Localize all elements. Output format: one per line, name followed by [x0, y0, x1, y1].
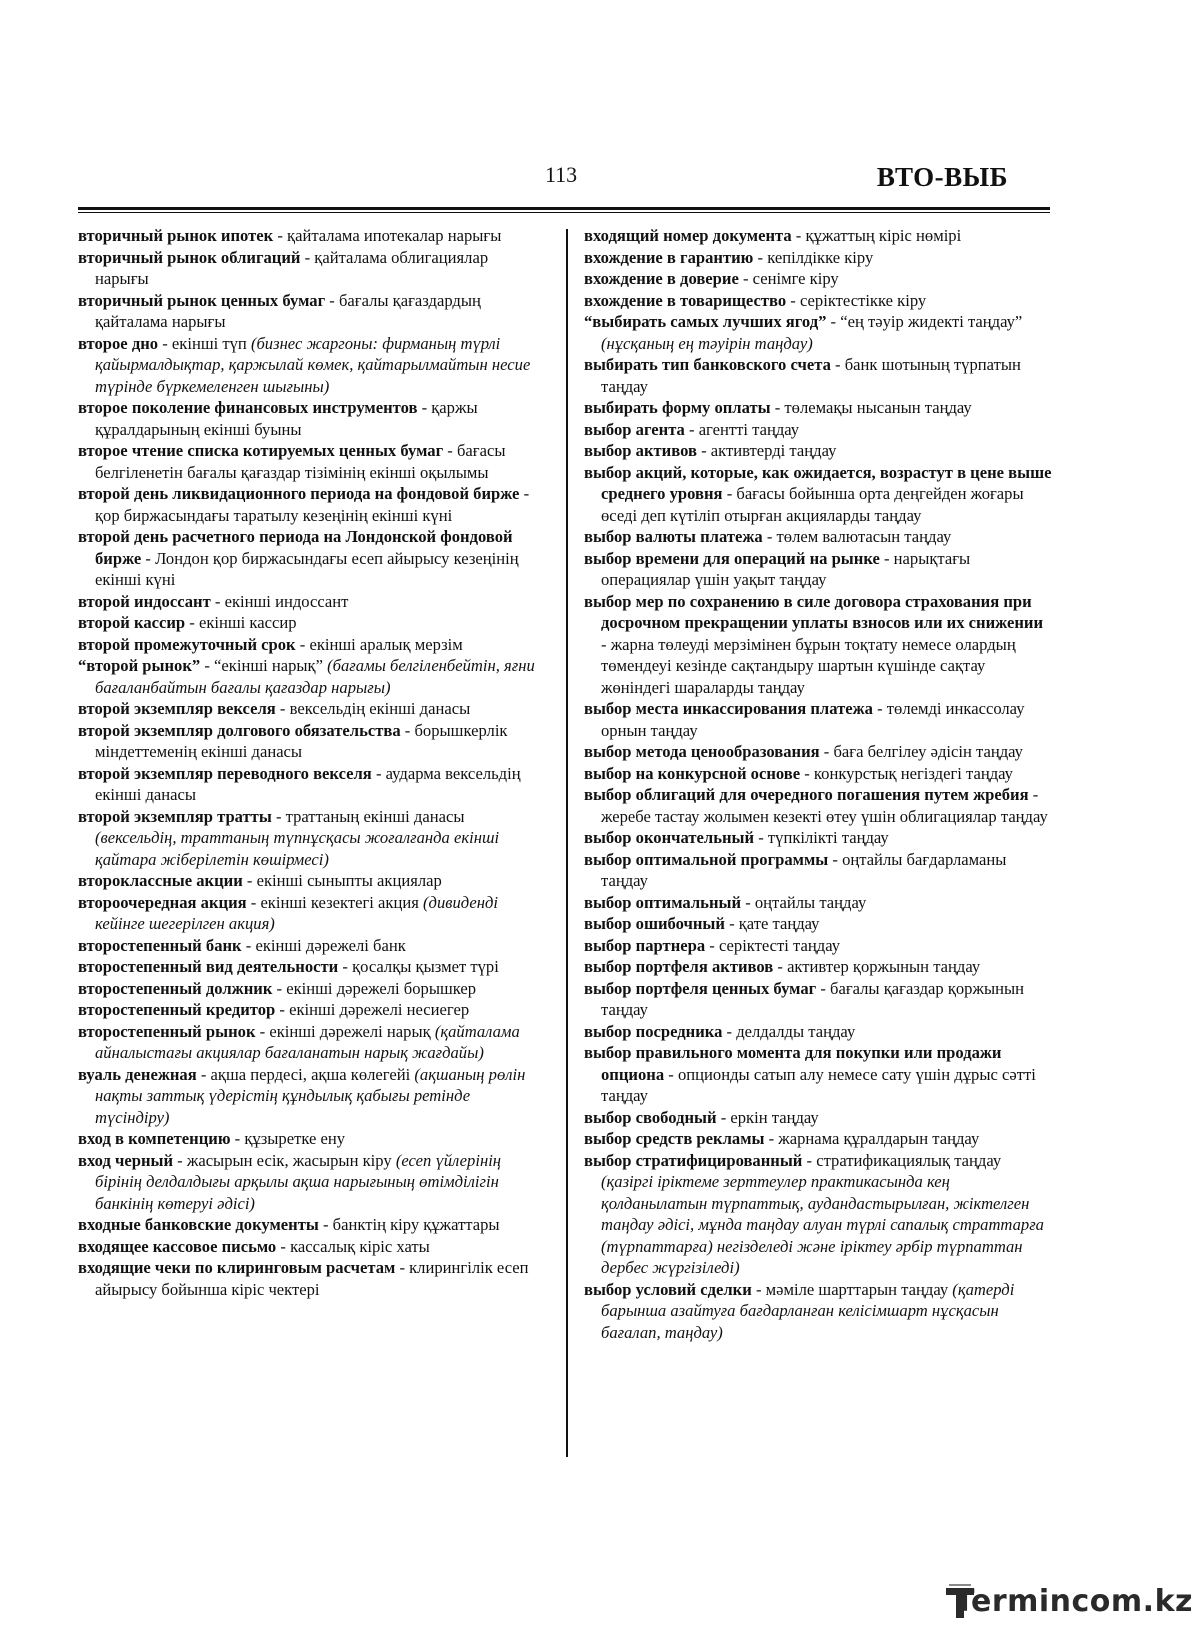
entry-definition: қор биржасындағы таратылу кезеңінің екінші күні [95, 505, 453, 525]
entry-definition: бағалы қағаздар қоржынын таңдау [601, 978, 1025, 1019]
entry-separator: - [273, 226, 288, 245]
entry-definition: екінші кезектегі акция [260, 892, 424, 912]
entry-term: выбор партнера [584, 935, 706, 955]
entry-separator: - [786, 290, 800, 310]
entry-separator: - [241, 935, 256, 955]
dictionary-entry [584, 311, 1052, 354]
entry-separator: - [338, 957, 353, 976]
header-rule [78, 207, 1050, 210]
entry-term: второй день ликвидационного периода на фондовой бирже [78, 484, 520, 503]
entry-separator: - [722, 1021, 737, 1041]
entry-definition: оңтайлы таңдау [754, 892, 867, 912]
entry-term: входящие чеки по клиринговым расчетам [78, 1258, 396, 1277]
entry-separator: - [185, 613, 199, 632]
entry-separator: - [200, 656, 215, 675]
entry-separator: - [601, 634, 611, 654]
entry-definition: “екінші нарық” [214, 656, 328, 675]
entry-term: второстепенный рынок [78, 1021, 256, 1041]
entry-separator: - [371, 763, 386, 783]
entry-separator: - [275, 699, 290, 718]
entry-definition: қате таңдау [738, 914, 820, 933]
entry-definition: жасырын есік, жасырын кіру [186, 1150, 396, 1170]
entry-term: второй кассир [78, 613, 186, 632]
entry-separator: - [173, 1150, 187, 1170]
entry-separator: - [816, 978, 831, 998]
entry-separator: - [246, 892, 261, 912]
entry-separator: - [762, 527, 777, 546]
entry-definition: банк шотының түрпатын таңдау [601, 355, 1021, 396]
entry-separator: - [276, 1236, 291, 1256]
watermark-logo [946, 1582, 1193, 1626]
entry-term: выбор портфеля активов [584, 957, 774, 976]
entry-term: второочередная акция [78, 892, 247, 912]
dictionary-entry [78, 956, 538, 978]
dictionary-entry [584, 268, 1052, 290]
entry-term: выбор портфеля ценных бумаг [584, 978, 817, 998]
entry-term: выбор оптимальный [584, 892, 742, 912]
dictionary-entry [78, 1150, 538, 1215]
entry-separator: - [443, 441, 457, 460]
entry-definition: банктің кіру құжаттары [332, 1215, 500, 1234]
entry-definition: төлемді инкассолау орнын таңдау [601, 699, 1025, 740]
entry-note: (ақшаның рөлін нақты заттық үдерістің құндылық қабығы ретінде түсіндіру) [95, 1064, 526, 1127]
entry-separator: - [318, 1215, 333, 1234]
entry-term: второстепенный вид деятельности [78, 957, 339, 976]
entry-definition: екінші дәрежелі борышкер [286, 978, 477, 998]
dictionary-entry [78, 612, 538, 634]
entry-definition: құжаттың кіріс нөмірі [805, 226, 962, 245]
entry-term: вхождение в товарищество [584, 290, 787, 310]
entry-term: выбор свободный [584, 1107, 717, 1127]
dictionary-entry [584, 591, 1052, 699]
entry-definition: қосалқы қызмет түрі [352, 957, 499, 976]
entry-separator: - [417, 398, 432, 417]
entry-term: второй экземпляр переводного векселя [78, 763, 372, 783]
entry-term: выбор мер по сохранению в силе договора страхования при досрочном прекращении уплаты взносов или их снижении [584, 591, 1044, 632]
entry-definition: екінші түп [171, 333, 251, 353]
left-column [78, 225, 538, 1300]
dictionary-entry [78, 870, 538, 892]
entry-term: выбор стратифицированный [584, 1150, 803, 1170]
dictionary-entry [584, 763, 1052, 785]
entry-definition: екінші дәрежелі банк [255, 935, 406, 955]
entry-term: второе поколение финансовых инструментов [78, 398, 418, 417]
entry-term: выбор места инкассирования платежа [584, 699, 873, 718]
entry-term: второстепенный должник [78, 978, 273, 998]
entry-term: второстепенный кредитор [78, 1000, 276, 1019]
watermark-text: Termincom.kz [954, 1584, 1193, 1619]
entry-separator: - [879, 548, 894, 568]
entry-term: выбор средств рекламы [584, 1129, 765, 1148]
dictionary-entry [78, 333, 538, 398]
dictionary-entry [584, 892, 1052, 914]
entry-separator: - [716, 1107, 731, 1127]
entry-definition: агентті таңдау [698, 419, 800, 439]
entry-definition: жарна төлеуді мерзімінен бұрын тоқтату немесе олардың төмендеуі кезінде сақтандыру шартын күшінде сақтау жөніндегі шараларды таңдау [601, 634, 1016, 697]
entry-term: входные банковские документы [78, 1215, 319, 1234]
entry-term: вторичный рынок ценных бумаг [78, 290, 326, 310]
entry-separator: - [830, 355, 845, 374]
entry-term: “выбирать самых лучших ягод” [584, 312, 827, 331]
entry-term: второстепенный банк [78, 935, 242, 955]
dictionary-entry [584, 548, 1052, 591]
entry-definition: екінші дәрежелі нарық [269, 1021, 435, 1041]
entry-separator: - [738, 269, 753, 288]
entry-note: (қазіргі іріктеме зерттеулер практикасында кең қолданылатын түрпаттық, аудандастырылған, жіктелген таңдау әдісі, мұнда таңдау алуан түрлі сапалық страттарға (түрпаттарға) негізделеді және іріктеу әрбір түрпаттан дербес жүргізіледі) [601, 1172, 1044, 1277]
column-divider [566, 229, 568, 1457]
dictionary-entry [78, 655, 538, 698]
entry-term: выбор облигаций для очередного погашения путем жребия [584, 785, 1029, 804]
dictionary-entry [584, 1128, 1052, 1150]
entry-term: выбор на конкурсной основе [584, 763, 801, 783]
entry-separator: - [800, 763, 814, 783]
entry-separator: - [300, 247, 315, 267]
entry-definition: төлем валютасын таңдау [776, 527, 952, 546]
entry-definition: екінші аралық мерзім [309, 634, 463, 654]
entry-definition: борышкерлік міндеттеменің екінші данасы [95, 720, 508, 761]
entry-separator: - [753, 247, 768, 267]
running-head: ВТО-ВЫБ [876, 162, 1008, 192]
entry-definition: бағалы қағаздардың қайталама нарығы [95, 290, 481, 331]
entry-separator: - [255, 1021, 270, 1041]
entry-definition: аударма вексельдің екінші данасы [95, 763, 521, 804]
dictionary-entry [78, 720, 538, 763]
entry-definition: бағасы бойынша орта деңгейден жоғары өседі деп күтіліп отырған акцияларды таңдау [601, 484, 1024, 525]
entry-term: второй индоссант [78, 591, 211, 611]
entry-definition: активтерді таңдау [710, 441, 837, 460]
entry-term: выбор времени для операций на рынке [584, 548, 880, 568]
entry-term: выбирать форму оплаты [584, 398, 771, 417]
dictionary-entry [78, 978, 538, 1000]
entry-term: “второй рынок” [78, 656, 201, 675]
page-number: 113 [545, 162, 578, 187]
dictionary-entry [584, 784, 1052, 827]
dictionary-entry [584, 741, 1052, 763]
entry-term: вторичный рынок ипотек [78, 226, 274, 245]
entry-term: второклассные акции [78, 871, 243, 890]
dictionary-entry [78, 806, 538, 871]
entry-definition: қаржы құралдарының екінші буыны [95, 398, 478, 439]
entry-definition: түпкілікті таңдау [767, 828, 889, 847]
entry-term: выбор окончательный [584, 828, 755, 847]
entry-term: вход черный [78, 1150, 174, 1170]
dictionary-entry [584, 247, 1052, 269]
dictionary-entry [78, 290, 538, 333]
entry-separator: - [242, 871, 257, 890]
entry-definition: қайталама ипотекалар нарығы [287, 226, 502, 245]
dictionary-entry [78, 1021, 538, 1064]
dictionary-entry [78, 892, 538, 935]
entry-definition: бағасы белгіленетін бағалы қағаздар тізімінің екінші оқылымы [95, 441, 506, 482]
entry-separator: - [141, 548, 156, 568]
entry-note: (дивиденді кейінге шегерілген акция) [95, 892, 498, 933]
dictionary-entry [78, 1064, 538, 1129]
dictionary-entry [78, 763, 538, 806]
entry-definition: клирингілік есеп айырысу бойынша кіріс чектері [95, 1258, 529, 1299]
entry-separator: - [828, 849, 843, 869]
dictionary-entry [78, 225, 538, 247]
entry-definition: вексельдің екінші данасы [289, 699, 471, 718]
entry-separator: - [773, 957, 788, 976]
entry-note: (бизнес жаргоны: фирманың түрлі қайырмалдықтар, қаржылай көмек, қайтарылмайтын несие түрінде бүркемеленген шығыны) [95, 333, 531, 396]
entry-definition: екінші дәрежелі несиегер [289, 1000, 470, 1019]
dictionary-entry [584, 956, 1052, 978]
entry-separator: - [791, 226, 806, 245]
entry-separator: - [724, 914, 739, 933]
entry-separator: - [325, 290, 339, 310]
entry-definition: оңтайлы бағдарламаны таңдау [601, 849, 1007, 890]
dictionary-entry [584, 419, 1052, 441]
entry-definition: жарнама құралдарын таңдау [778, 1129, 980, 1148]
dictionary-entry [584, 290, 1052, 312]
entry-note: (қатерді барынша азайтуға бағдарланған келісімшарт нұсқасын бағалап, таңдау) [601, 1279, 1015, 1342]
dictionary-entry [584, 440, 1052, 462]
dictionary-entry [584, 526, 1052, 548]
entry-separator: - [705, 935, 719, 955]
entry-note: (бағамы белгіленбейтін, яғни бағаланбайтын бағалы қағаздар нарығы) [95, 656, 535, 697]
dictionary-entry [584, 225, 1052, 247]
entry-term: выбор посредника [584, 1021, 723, 1041]
entry-term: входящее кассовое письмо [78, 1236, 277, 1256]
entry-separator: - [1028, 785, 1039, 804]
entry-separator: - [770, 398, 785, 417]
entry-definition: кепілдікке кіру [767, 247, 874, 267]
entry-separator: - [275, 1000, 290, 1019]
entry-separator: - [295, 634, 310, 654]
entry-separator: - [741, 892, 755, 912]
entry-term: вхождение в гарантию [584, 247, 754, 267]
entry-term: второй промежуточный срок [78, 634, 296, 654]
entry-separator: - [196, 1064, 211, 1084]
entry-definition: сенімге кіру [752, 269, 839, 288]
entry-separator: - [819, 742, 834, 761]
entry-term: вход в компетенцию [78, 1129, 231, 1148]
dictionary-entry [78, 999, 538, 1021]
dictionary-entry [78, 483, 538, 526]
dictionary-entry [584, 978, 1052, 1021]
entry-term: выбор условий сделки [584, 1279, 752, 1299]
entry-separator: - [696, 441, 711, 460]
entry-note: (вексельдің, траттаның түпнұсқасы жоғалғанда екінші қайтара жіберілетін көшірмесі) [95, 828, 500, 869]
entry-definition: кассалық кіріс хаты [290, 1236, 430, 1256]
entry-term: выбор активов [584, 441, 697, 460]
right-column [584, 225, 1052, 1343]
entry-term: второй экземпляр тратты [78, 806, 272, 826]
entry-note: (есеп үйлерінің бірінің делдалдығы арқылы ақша нарығының өтімділігін банкінің көтеруі әдісі) [95, 1150, 502, 1213]
entry-term: выбор ошибочный [584, 914, 725, 933]
entry-definition: мәміле шарттарын таңдау [765, 1279, 953, 1299]
dictionary-entry [78, 1214, 538, 1236]
entry-separator: - [751, 1279, 766, 1299]
entry-definition: ақша пердесі, ақша көлегейі [210, 1064, 415, 1084]
entry-term: выбирать тип банковского счета [584, 355, 831, 374]
entry-separator: - [754, 828, 768, 847]
dictionary-entry [78, 397, 538, 440]
entry-term: выбор акций, которые, как ожидается, возрастут в цене выше среднего уровня [584, 462, 1052, 503]
entry-separator: - [664, 1064, 678, 1084]
dictionary-entry [78, 247, 538, 290]
dictionary-entry [584, 1150, 1052, 1279]
dictionary-entry [584, 354, 1052, 397]
entry-separator: - [802, 1150, 817, 1170]
entry-term: второй день расчетного периода на Лондонской фондовой бирже [78, 527, 513, 568]
dictionary-entry [584, 849, 1052, 892]
entry-term: вуаль денежная [78, 1064, 197, 1084]
dictionary-entry [584, 462, 1052, 527]
dictionary-entry [584, 1021, 1052, 1043]
dictionary-entry [78, 526, 538, 591]
entry-term: второе дно [78, 333, 159, 353]
entry-separator: - [230, 1129, 245, 1148]
entry-separator: - [519, 484, 530, 503]
entry-definition: құзыретке ену [244, 1129, 346, 1148]
entry-definition: еркін таңдау [730, 1107, 819, 1127]
entry-term: входящий номер документа [584, 226, 792, 245]
entry-definition: делдалды таңдау [736, 1021, 856, 1041]
entry-term: вторичный рынок облигаций [78, 247, 301, 267]
entry-definition: траттаның екінші данасы [285, 806, 465, 826]
entry-definition: опционды сатып алу немесе сату үшін дұрыс сәтті таңдау [601, 1064, 1036, 1105]
entry-term: выбор агента [584, 419, 685, 439]
entry-definition: стратификациялық таңдау [816, 1150, 1002, 1170]
dictionary-entry [584, 698, 1052, 741]
entry-separator: - [158, 333, 172, 353]
dictionary-entry [584, 935, 1052, 957]
entry-note: (қайталама айналыстағы акциялар бағаланатын нарық жағдайы) [95, 1021, 520, 1062]
dictionary-entry [78, 935, 538, 957]
entry-definition: активтер қоржынын таңдау [787, 957, 981, 976]
header-rule-thin [78, 212, 1050, 213]
entry-term: второй экземпляр долгового обязательства [78, 720, 401, 740]
dictionary-entry [78, 591, 538, 613]
dictionary-entry [78, 1257, 538, 1300]
entry-term: второй экземпляр векселя [78, 699, 276, 718]
dictionary-entry [584, 1107, 1052, 1129]
entry-term: выбор метода ценообразования [584, 742, 820, 761]
entry-definition: екінші кассир [198, 613, 297, 632]
entry-definition: жеребе тастау жолымен кезекті өтеу үшін облигациялар таңдау [601, 806, 1048, 826]
entry-separator: - [826, 312, 841, 331]
entry-separator: - [400, 720, 415, 740]
entry-definition: серіктестікке кіру [799, 290, 927, 310]
entry-definition: серіктесті таңдау [718, 935, 841, 955]
dictionary-entry [78, 1128, 538, 1150]
entry-definition: нарықтағы операциялар үшін уақыт таңдау [601, 548, 971, 589]
entry-definition: “ең тәуір жидекті таңдау” [840, 312, 1023, 331]
entry-term: выбор оптимальной программы [584, 849, 829, 869]
entry-note: (нұсқаның ең тәуірін таңдау) [601, 333, 813, 353]
entry-separator: - [272, 978, 287, 998]
dictionary-entry [584, 1042, 1052, 1107]
entry-separator: - [210, 591, 225, 611]
dictionary-entry [584, 913, 1052, 935]
dictionary-entry [584, 397, 1052, 419]
dictionary-entry [78, 1236, 538, 1258]
dictionary-entry [584, 827, 1052, 849]
dictionary-entry [78, 698, 538, 720]
entry-separator: - [395, 1258, 410, 1277]
entry-separator: - [764, 1129, 779, 1148]
dictionary-entry [78, 440, 538, 483]
entry-term: второе чтение списка котируемых ценных бумаг [78, 441, 444, 460]
entry-definition: Лондон қор биржасындағы есеп айырысу кезеңінің екінші күні [95, 548, 519, 589]
entry-definition: баға белгілеу әдісін таңдау [833, 742, 1023, 761]
entry-separator: - [872, 699, 887, 718]
dictionary-entry [584, 1279, 1052, 1344]
entry-definition: төлемақы нысанын таңдау [784, 398, 972, 417]
entry-term: вхождение в доверие [584, 269, 739, 288]
entry-separator: - [271, 806, 286, 826]
entry-separator: - [722, 484, 737, 503]
entry-definition: конкурстық негіздегі таңдау [813, 763, 1013, 783]
entry-separator: - [684, 419, 699, 439]
entry-term: выбор валюты платежа [584, 527, 763, 546]
entry-definition: қайталама облигациялар нарығы [95, 247, 489, 288]
entry-definition: екінші сыныпты акциялар [256, 871, 442, 890]
entry-term: выбор правильного момента для покупки или продажи опциона [584, 1043, 1002, 1084]
entry-definition: екінші индоссант [224, 591, 349, 611]
dictionary-entry [78, 634, 538, 656]
